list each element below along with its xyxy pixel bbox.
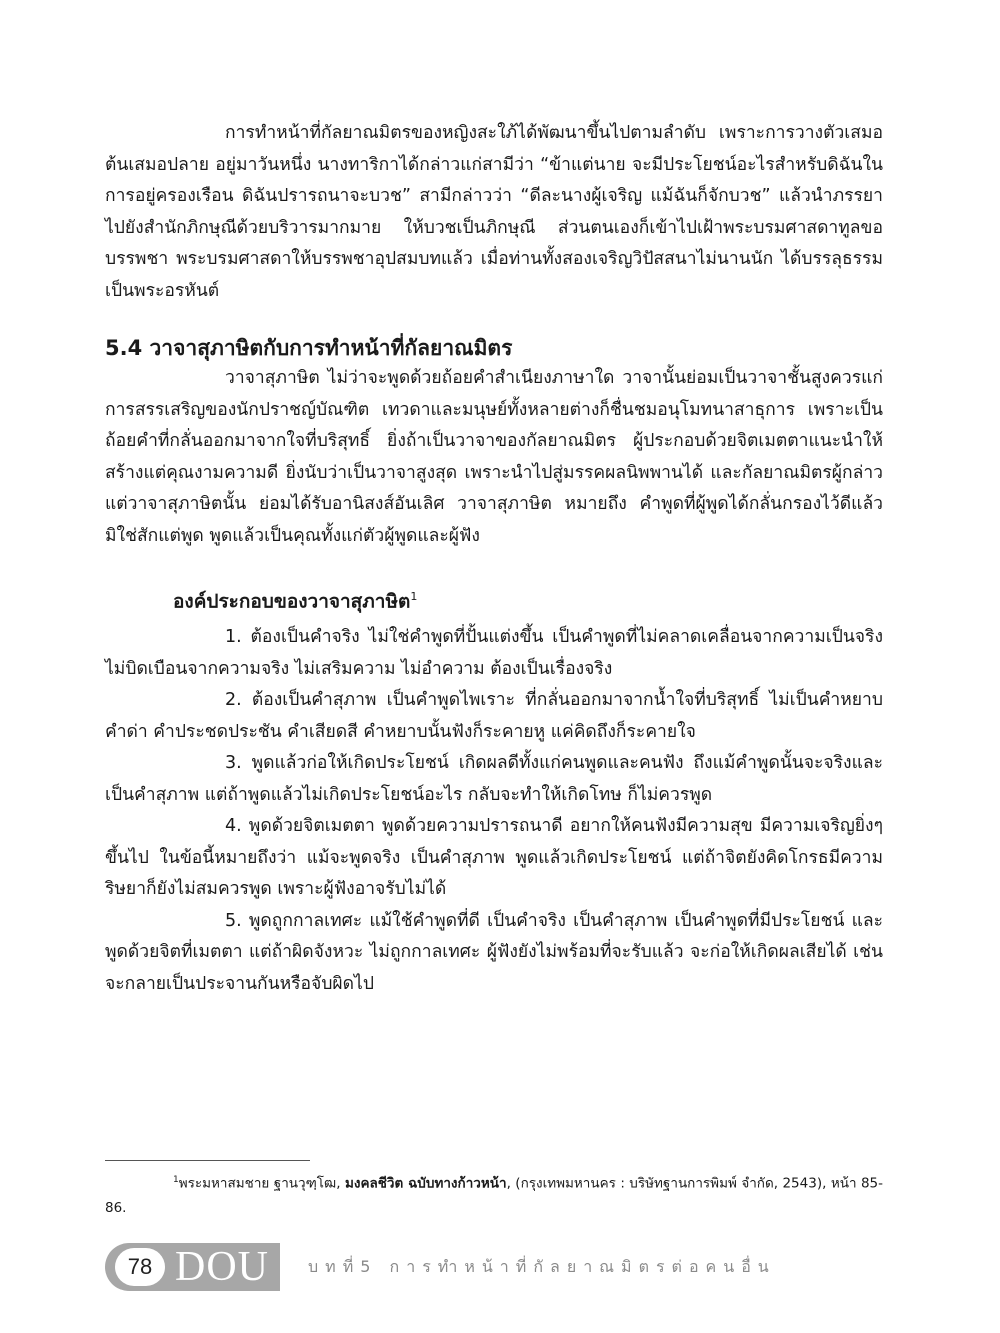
list-item: 1. ต้องเป็นคำจริง ไม่ใช่คำพูดที่ปั้นแต่งขึ้น เป็นคำพูดที่ไม่คลาดเคลื่อนจากความเป็นจริง ไม่บิดเบือนจากความจริง ไม่เสริมความ ไม่อำความ ต้องเป็นเรื่องจริง [105, 627, 883, 679]
footnote-publication: , (กรุงเทพมหานคร : บริษัทฐานการพิมพ์ จำกัด, 2543), หน้า 85-86. [105, 1175, 884, 1216]
list-item: 4. พูดด้วยจิตเมตตา พูดด้วยความปรารถนาดี อยากให้คนฟังมีความสุข มีความเจริญยิ่งๆ ขึ้นไป ในข้อนี้หมายถึงว่า แม้จะพูดจริง เป็นคำสุภาพ พูดแล้วเกิดประโยชน์ แต่ถ้าจิตยังคิดโกรธมีความริษยาก็ยังไม่สมควรพูด เพราะผู้ฟังอาจรับไม่ได้ [105, 816, 883, 900]
dou-badge [105, 1243, 280, 1291]
dou-logo: DOU [175, 1244, 269, 1290]
page-body [105, 118, 883, 1000]
footnote-author: พระมหาสมชาย ฐานวุฑฺโฒ, [178, 1175, 341, 1192]
footnote [105, 1168, 883, 1220]
footnote-reference[interactable]: 1 [410, 590, 418, 603]
list-item: 3. พูดแล้วก่อให้เกิดประโยชน์ เกิดผลดีทั้งแก่คนพูดและคนฟัง ถึงแม้คำพูดนั้นจะจริงและเป็นคำสุภาพ แต่ถ้าพูดแล้วไม่เกิดประโยชน์อะไร กลับจะทำให้เกิดโทษ ก็ไม่ควรพูด [105, 753, 883, 805]
list-item: 2. ต้องเป็นคำสุภาพ เป็นคำพูดไพเราะ ที่กลั่นออกมาจากน้ำใจที่บริสุทธิ์ ไม่เป็นคำหยาบ คำด่า คำประชดประชัน คำเสียดสี คำหยาบนั้นฟังก็ระคายหู แค่คิดถึงก็ระคายใจ [105, 690, 883, 742]
footnote-divider [105, 1160, 310, 1161]
intro-paragraph: การทำหน้าที่กัลยาณมิตรของหญิงสะใภ้ได้พัฒนาขึ้นไปตามลำดับ เพราะการวางตัวเสมอต้นเสมอปลาย อยู่มาวันหนึ่ง นางทาริกาได้กล่าวแก่สามีว่า “ข้าแต่นาย จะมีประโยชน์อะไรสำหรับดิฉันในการอยู่ครองเรือน ดิฉันปรารถนาจะบวช” สามีกล่าวว่า “ดีละนางผู้เจริญ แม้ฉันก็จักบวช” แล้วนำภรรยาไปยังสำนักภิกษุณีด้วยบริวารมากมาย ให้บวชเป็นภิกษุณี ส่วนตนเองก็เข้าไปเฝ้าพระบรมศาสดาทูลขอบรรพชา พระบรมศาสดาให้บรรพชาอุปสมบทแล้ว เมื่อท่านทั้งสองเจริญวิปัสสนาไม่นานนัก ได้บรรลุธรรมเป็นพระอรหันต์ [105, 123, 883, 301]
footnote-title: มงคลชีวิต ฉบับทางก้าวหน้า [344, 1175, 507, 1192]
section-body: วาจาสุภาษิต ไม่ว่าจะพูดด้วยถ้อยคำสำเนียงภาษาใด วาจานั้นย่อมเป็นวาจาชั้นสูงควรแก่การสรรเสริญของนักปราชญ์บัณฑิต เทวดาและมนุษย์ทั้งหลายต่างก็ชื่นชมอนุโมทนาสาธุการ เพราะเป็นถ้อยคำที่กลั่นออกมาจากใจที่บริสุทธิ์ ยิ่งถ้าเป็นวาจาของกัลยาณมิตร ผู้ประกอบด้วยจิตเมตตาแนะนำให้สร้างแต่คุณงามความดี ยิ่งนับว่าเป็นวาจาสูงสุด เพราะนำไปสู่มรรคผลนิพพานได้ และกัลยาณมิตรผู้กล่าวแต่วาจาสุภาษิตนั้น ย่อมได้รับอานิสงส์อันเลิศ วาจาสุภาษิต หมายถึง คำพูดที่ผู้พูดได้กลั่นกรองไว้ดีแล้ว มิใช่สักแต่พูด พูดแล้วเป็นคุณทั้งแก่ตัวผู้พูดและผู้ฟัง [105, 368, 883, 546]
list-item: 5. พูดถูกกาลเทศะ แม้ใช้คำพูดที่ดี เป็นคำจริง เป็นคำสุภาพ เป็นคำพูดที่มีประโยชน์ และพูดด้วยจิตที่เมตตา แต่ถ้าผิดจังหวะ ไม่ถูกกาลเทศะ ผู้ฟังยังไม่พร้อมที่จะรับแล้ว จะก่อให้เกิดผลเสียได้ เช่น จะกลายเป็นประจานกันหรือจับผิดไป [105, 910, 883, 994]
chapter-title: บทที่5 การทำหน้าที่กัลยาณมิตรต่อคนอื่น [308, 1256, 776, 1276]
page-footer [105, 1243, 776, 1291]
subsection-heading-text: องค์ประกอบของวาจาสุภาษิต [173, 590, 411, 613]
section-heading: 5.4 วาจาสุภาษิตกับการทำหน้าที่กัลยาณมิตร [105, 336, 513, 360]
footnote-mark: 1 [173, 1175, 179, 1185]
subsection-heading [173, 582, 883, 616]
page-number: 78 [115, 1248, 165, 1286]
